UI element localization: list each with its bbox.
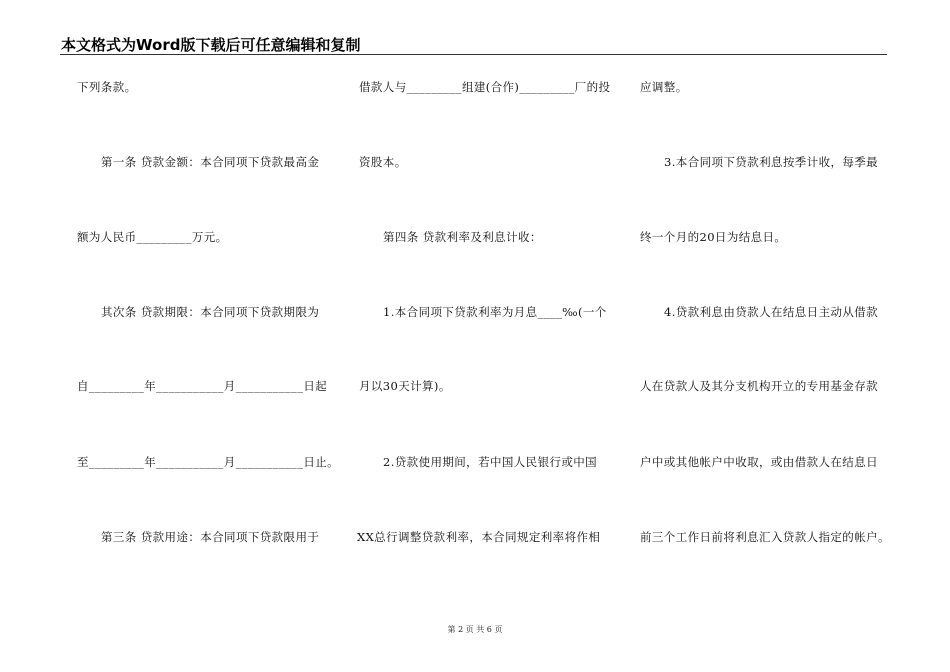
text-line: 终一个月的20日为结息日。 [640,230,787,244]
text-line: 第一条 贷款金额：本合同项下贷款最高金 [101,155,320,169]
page-header-title: 本文格式为Word版下载后可任意编辑和复制 [61,36,361,54]
page-number-footer: 第 2 页 共 6 页 [447,625,503,634]
text-line: XX总行调整贷款利率，本合同规定利率将作相 [357,530,601,544]
text-line: 户中或其他帐户中收取，或由借款人在结息日 [640,455,878,469]
text-line: 自_________年___________月___________日起 [77,379,328,393]
text-line: 至_________年___________月___________日止。 [77,455,340,469]
header-rule [60,54,887,55]
text-line: 借款人与_________组建(合作)_________厂的投 [359,80,611,94]
text-line: 第三条 贷款用途：本合同项下贷款限用于 [101,530,320,544]
text-line: 2.贷款使用期间，若中国人民银行或中国 [383,455,598,469]
text-line: 下列条款。 [77,80,137,94]
text-line: 应调整。 [640,80,688,94]
text-line: 资股本。 [359,155,407,169]
text-line: 3.本合同项下贷款利息按季计收，每季最 [664,155,879,169]
text-line: 前三个工作日前将利息汇入贷款人指定的帐户。 [640,530,890,544]
text-line: 额为人民币_________万元。 [77,230,228,244]
text-line: 4.贷款利息由贷款人在结息日主动从借款 [664,305,879,319]
text-line: 月以30天计算)。 [359,379,451,393]
text-line: 1.本合同项下贷款利率为月息____‰(一个 [383,305,607,319]
text-line: 第四条 贷款利率及利息计收： [383,230,542,244]
text-line: 人在贷款人及其分支机构开立的专用基金存款 [640,379,878,393]
text-line: 其次条 贷款期限：本合同项下贷款期限为 [101,305,320,319]
